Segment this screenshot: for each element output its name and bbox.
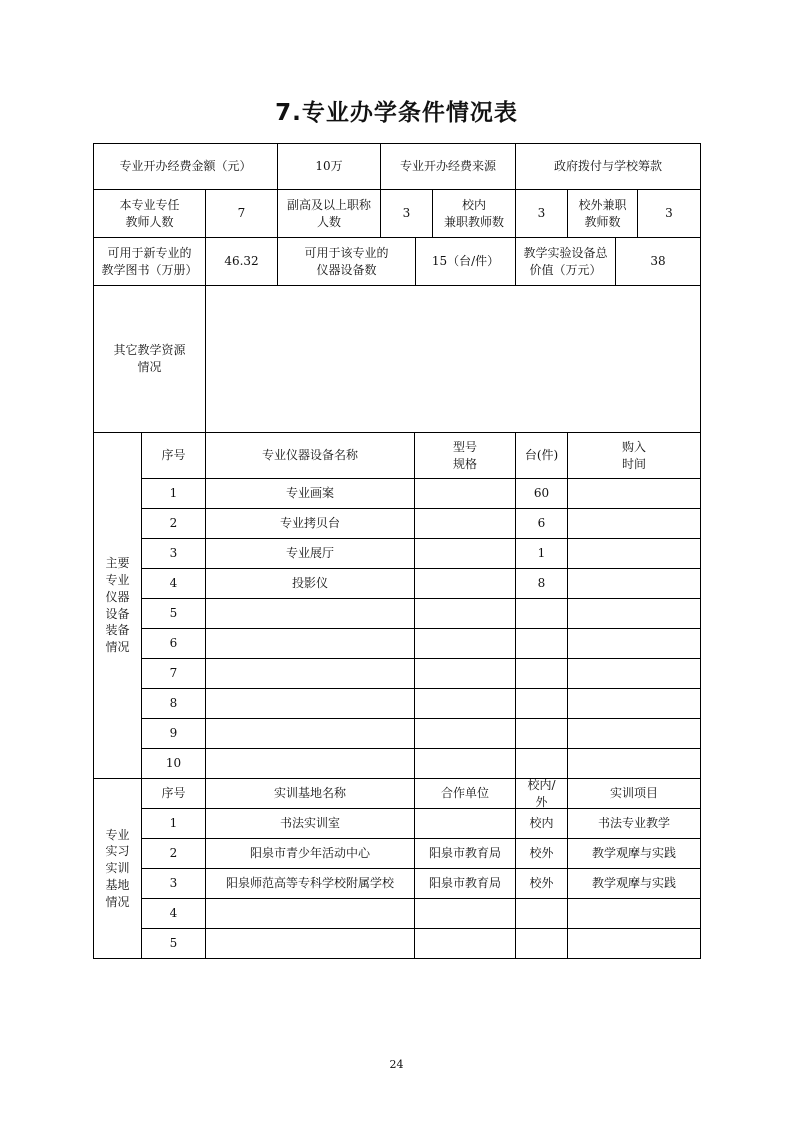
equipment-equipment-name xyxy=(205,718,415,749)
base-base-name xyxy=(205,898,415,929)
books-label xyxy=(93,237,206,286)
base-location-type xyxy=(515,838,568,869)
equipment-model-spec xyxy=(414,568,516,599)
equipment-model-spec xyxy=(414,748,516,779)
base-base-name xyxy=(205,928,415,959)
header-training-project xyxy=(567,778,701,809)
base-training-project xyxy=(567,838,701,869)
cell-text: 3 xyxy=(169,546,178,561)
cell-text: 9 xyxy=(169,726,178,741)
cell-text: 教学实验设备总 价值（万元） xyxy=(523,245,608,277)
cell-text: 4 xyxy=(169,906,178,921)
equipment-quantity xyxy=(515,568,568,599)
base-location-type xyxy=(515,898,568,929)
base-training-project xyxy=(567,868,701,899)
equipment-quantity xyxy=(515,658,568,689)
equipment-model-spec xyxy=(414,688,516,719)
base-serial-number xyxy=(141,928,206,959)
header-quantity xyxy=(515,432,568,479)
base-location-type xyxy=(515,928,568,959)
header-model-spec xyxy=(414,432,516,479)
cell-text: 7 xyxy=(169,666,178,681)
cell-text: 台(件) xyxy=(524,448,559,463)
books-value xyxy=(205,237,278,286)
equipment-quantity xyxy=(515,748,568,779)
cell-text: 政府拨付与学校筹款 xyxy=(553,159,662,174)
cell-text: 10万 xyxy=(315,159,343,174)
cell-text: 可用于新专业的 教学图书（万册） xyxy=(101,245,198,277)
base-serial-number xyxy=(141,838,206,869)
base-partner-unit xyxy=(414,808,516,839)
cell-text: 教学观摩与实践 xyxy=(591,876,676,891)
equipment-serial-number xyxy=(141,628,206,659)
cell-text: 2 xyxy=(169,516,178,531)
cell-text: 校外兼职 教师数 xyxy=(578,197,627,229)
funding-amount-label xyxy=(93,143,278,190)
other-resources-label xyxy=(93,285,206,433)
equipment-equipment-name xyxy=(205,628,415,659)
equipment-model-spec xyxy=(414,718,516,749)
base-partner-unit xyxy=(414,898,516,929)
cell-text: 3 xyxy=(665,206,673,221)
equipment-purchase-date xyxy=(567,658,701,689)
base-serial-number xyxy=(141,898,206,929)
base-partner-unit xyxy=(414,868,516,899)
cell-text: 专业画案 xyxy=(285,486,334,501)
header-partner-unit xyxy=(414,778,516,809)
cell-text: 5 xyxy=(169,936,178,951)
equipment-serial-number xyxy=(141,568,206,599)
external-parttime-value xyxy=(637,189,701,238)
cell-text: 型号 规格 xyxy=(452,439,477,471)
cell-text: 校内 xyxy=(529,816,554,831)
cell-text: 实训基地名称 xyxy=(273,786,346,801)
cell-text: 专业仪器设备名称 xyxy=(261,448,358,463)
equipment-purchase-date xyxy=(567,568,701,599)
cell-text: 阳泉市教育局 xyxy=(428,846,501,861)
instruments-label xyxy=(277,237,416,286)
equipment-quantity xyxy=(515,718,568,749)
cell-text: 3 xyxy=(537,206,546,221)
cell-text: 10 xyxy=(165,756,182,771)
instruments-value xyxy=(415,237,516,286)
bases-section-label xyxy=(93,778,142,959)
equipment-equipment-name xyxy=(205,688,415,719)
cell-text: 实训项目 xyxy=(609,786,658,801)
page-title: 7.专业办学条件情况表 xyxy=(275,100,518,126)
base-location-type xyxy=(515,868,568,899)
equipment-serial-number xyxy=(141,508,206,539)
equipment-quantity xyxy=(515,538,568,569)
cell-text: 38 xyxy=(650,254,666,269)
external-parttime-label xyxy=(567,189,638,238)
cell-text: 专业开办经费来源 xyxy=(399,159,496,174)
cell-text: 专业开办经费金额（元） xyxy=(119,159,252,174)
fulltime-teachers-label xyxy=(93,189,206,238)
base-base-name xyxy=(205,808,415,839)
equipment-equipment-name xyxy=(205,538,415,569)
equipment-quantity xyxy=(515,688,568,719)
cell-text: 阳泉市青少年活动中心 xyxy=(249,846,370,861)
equipment-section-label xyxy=(93,432,142,779)
cell-text: 7 xyxy=(237,206,246,221)
equipment-purchase-date xyxy=(567,688,701,719)
cell-text: 专业展厅 xyxy=(285,546,334,561)
cell-text: 校内 兼职教师数 xyxy=(443,197,504,229)
funding-source-value xyxy=(515,143,701,190)
cell-text: 其它教学资源 情况 xyxy=(113,343,186,374)
internal-parttime-value xyxy=(515,189,568,238)
equipment-purchase-date xyxy=(567,508,701,539)
equipment-serial-number xyxy=(141,478,206,509)
cell-text: 5 xyxy=(169,606,178,621)
cell-text: 校外 xyxy=(529,846,554,861)
equipment-value-value xyxy=(615,237,701,286)
equipment-purchase-date xyxy=(567,538,701,569)
equipment-purchase-date xyxy=(567,718,701,749)
equipment-serial-number xyxy=(141,688,206,719)
equipment-model-spec xyxy=(414,538,516,569)
cell-text: 合作单位 xyxy=(440,786,489,801)
equipment-quantity xyxy=(515,628,568,659)
page-number: 24 xyxy=(389,1058,404,1071)
equipment-purchase-date xyxy=(567,628,701,659)
cell-text: 书法实训室 xyxy=(279,816,340,831)
equipment-serial-number xyxy=(141,718,206,749)
equipment-equipment-name xyxy=(205,748,415,779)
base-base-name xyxy=(205,838,415,869)
cell-text: 本专业专任 教师人数 xyxy=(119,197,180,229)
equipment-model-spec xyxy=(414,658,516,689)
base-serial-number xyxy=(141,868,206,899)
equipment-model-spec xyxy=(414,628,516,659)
header-location-type xyxy=(515,778,568,809)
funding-amount-value xyxy=(277,143,381,190)
cell-text: 8 xyxy=(537,576,546,591)
cell-text: 副高及以上职称 人数 xyxy=(286,197,371,229)
cell-text: 1 xyxy=(169,816,178,831)
header-serial-number xyxy=(141,778,206,809)
equipment-quantity xyxy=(515,598,568,629)
base-serial-number xyxy=(141,808,206,839)
cell-text: 可用于该专业的 仪器设备数 xyxy=(304,245,389,277)
cell-text: 书法专业教学 xyxy=(597,816,670,831)
cell-text: 8 xyxy=(169,696,178,711)
equipment-model-spec xyxy=(414,508,516,539)
equipment-equipment-name xyxy=(205,598,415,629)
cell-text: 15（台/件） xyxy=(431,254,500,269)
cell-text: 购入 时间 xyxy=(621,439,646,471)
cell-text: 校内/ 外 xyxy=(527,777,556,809)
cell-text: 主要 专业 仪器 设备 装备 情况 xyxy=(105,556,130,655)
senior-title-value xyxy=(380,189,433,238)
base-location-type xyxy=(515,808,568,839)
base-partner-unit xyxy=(414,838,516,869)
equipment-serial-number xyxy=(141,748,206,779)
cell-text: 投影仪 xyxy=(291,576,328,591)
other-resources-value xyxy=(205,285,701,433)
equipment-equipment-name xyxy=(205,658,415,689)
equipment-purchase-date xyxy=(567,598,701,629)
cell-text: 3 xyxy=(402,206,411,221)
cell-text: 60 xyxy=(533,486,550,501)
cell-text: 6 xyxy=(537,516,546,531)
equipment-quantity xyxy=(515,478,568,509)
cell-text: 46.32 xyxy=(224,254,259,269)
equipment-model-spec xyxy=(414,478,516,509)
base-training-project xyxy=(567,928,701,959)
cell-text: 序号 xyxy=(161,786,186,801)
equipment-purchase-date xyxy=(567,748,701,779)
cell-text: 2 xyxy=(169,846,178,861)
equipment-quantity xyxy=(515,508,568,539)
cell-text: 1 xyxy=(169,486,178,501)
internal-parttime-label xyxy=(432,189,516,238)
equipment-equipment-name xyxy=(205,508,415,539)
equipment-equipment-name xyxy=(205,568,415,599)
senior-title-label xyxy=(277,189,381,238)
header-base-name xyxy=(205,778,415,809)
header-serial-number xyxy=(141,432,206,479)
header-equipment-name xyxy=(205,432,415,479)
cell-text: 教学观摩与实践 xyxy=(591,846,676,861)
cell-text: 阳泉师范高等专科学校附属学校 xyxy=(225,876,394,891)
cell-text: 4 xyxy=(169,576,178,591)
cell-text: 3 xyxy=(169,876,178,891)
cell-text: 阳泉市教育局 xyxy=(428,876,501,891)
cell-text: 校外 xyxy=(529,876,554,891)
equipment-value-label xyxy=(515,237,616,286)
base-training-project xyxy=(567,808,701,839)
cell-text: 序号 xyxy=(161,448,186,463)
cell-text: 6 xyxy=(169,636,178,651)
funding-source-label xyxy=(380,143,516,190)
equipment-model-spec xyxy=(414,598,516,629)
equipment-serial-number xyxy=(141,598,206,629)
equipment-purchase-date xyxy=(567,478,701,509)
cell-text: 专业 实习 实训 基地 情况 xyxy=(105,827,130,909)
equipment-equipment-name xyxy=(205,478,415,509)
fulltime-teachers-value xyxy=(205,189,278,238)
equipment-serial-number xyxy=(141,538,206,569)
base-training-project xyxy=(567,898,701,929)
header-purchase-date xyxy=(567,432,701,479)
base-base-name xyxy=(205,868,415,899)
cell-text: 专业拷贝台 xyxy=(279,516,340,531)
base-partner-unit xyxy=(414,928,516,959)
equipment-serial-number xyxy=(141,658,206,689)
cell-text: 1 xyxy=(537,546,546,561)
